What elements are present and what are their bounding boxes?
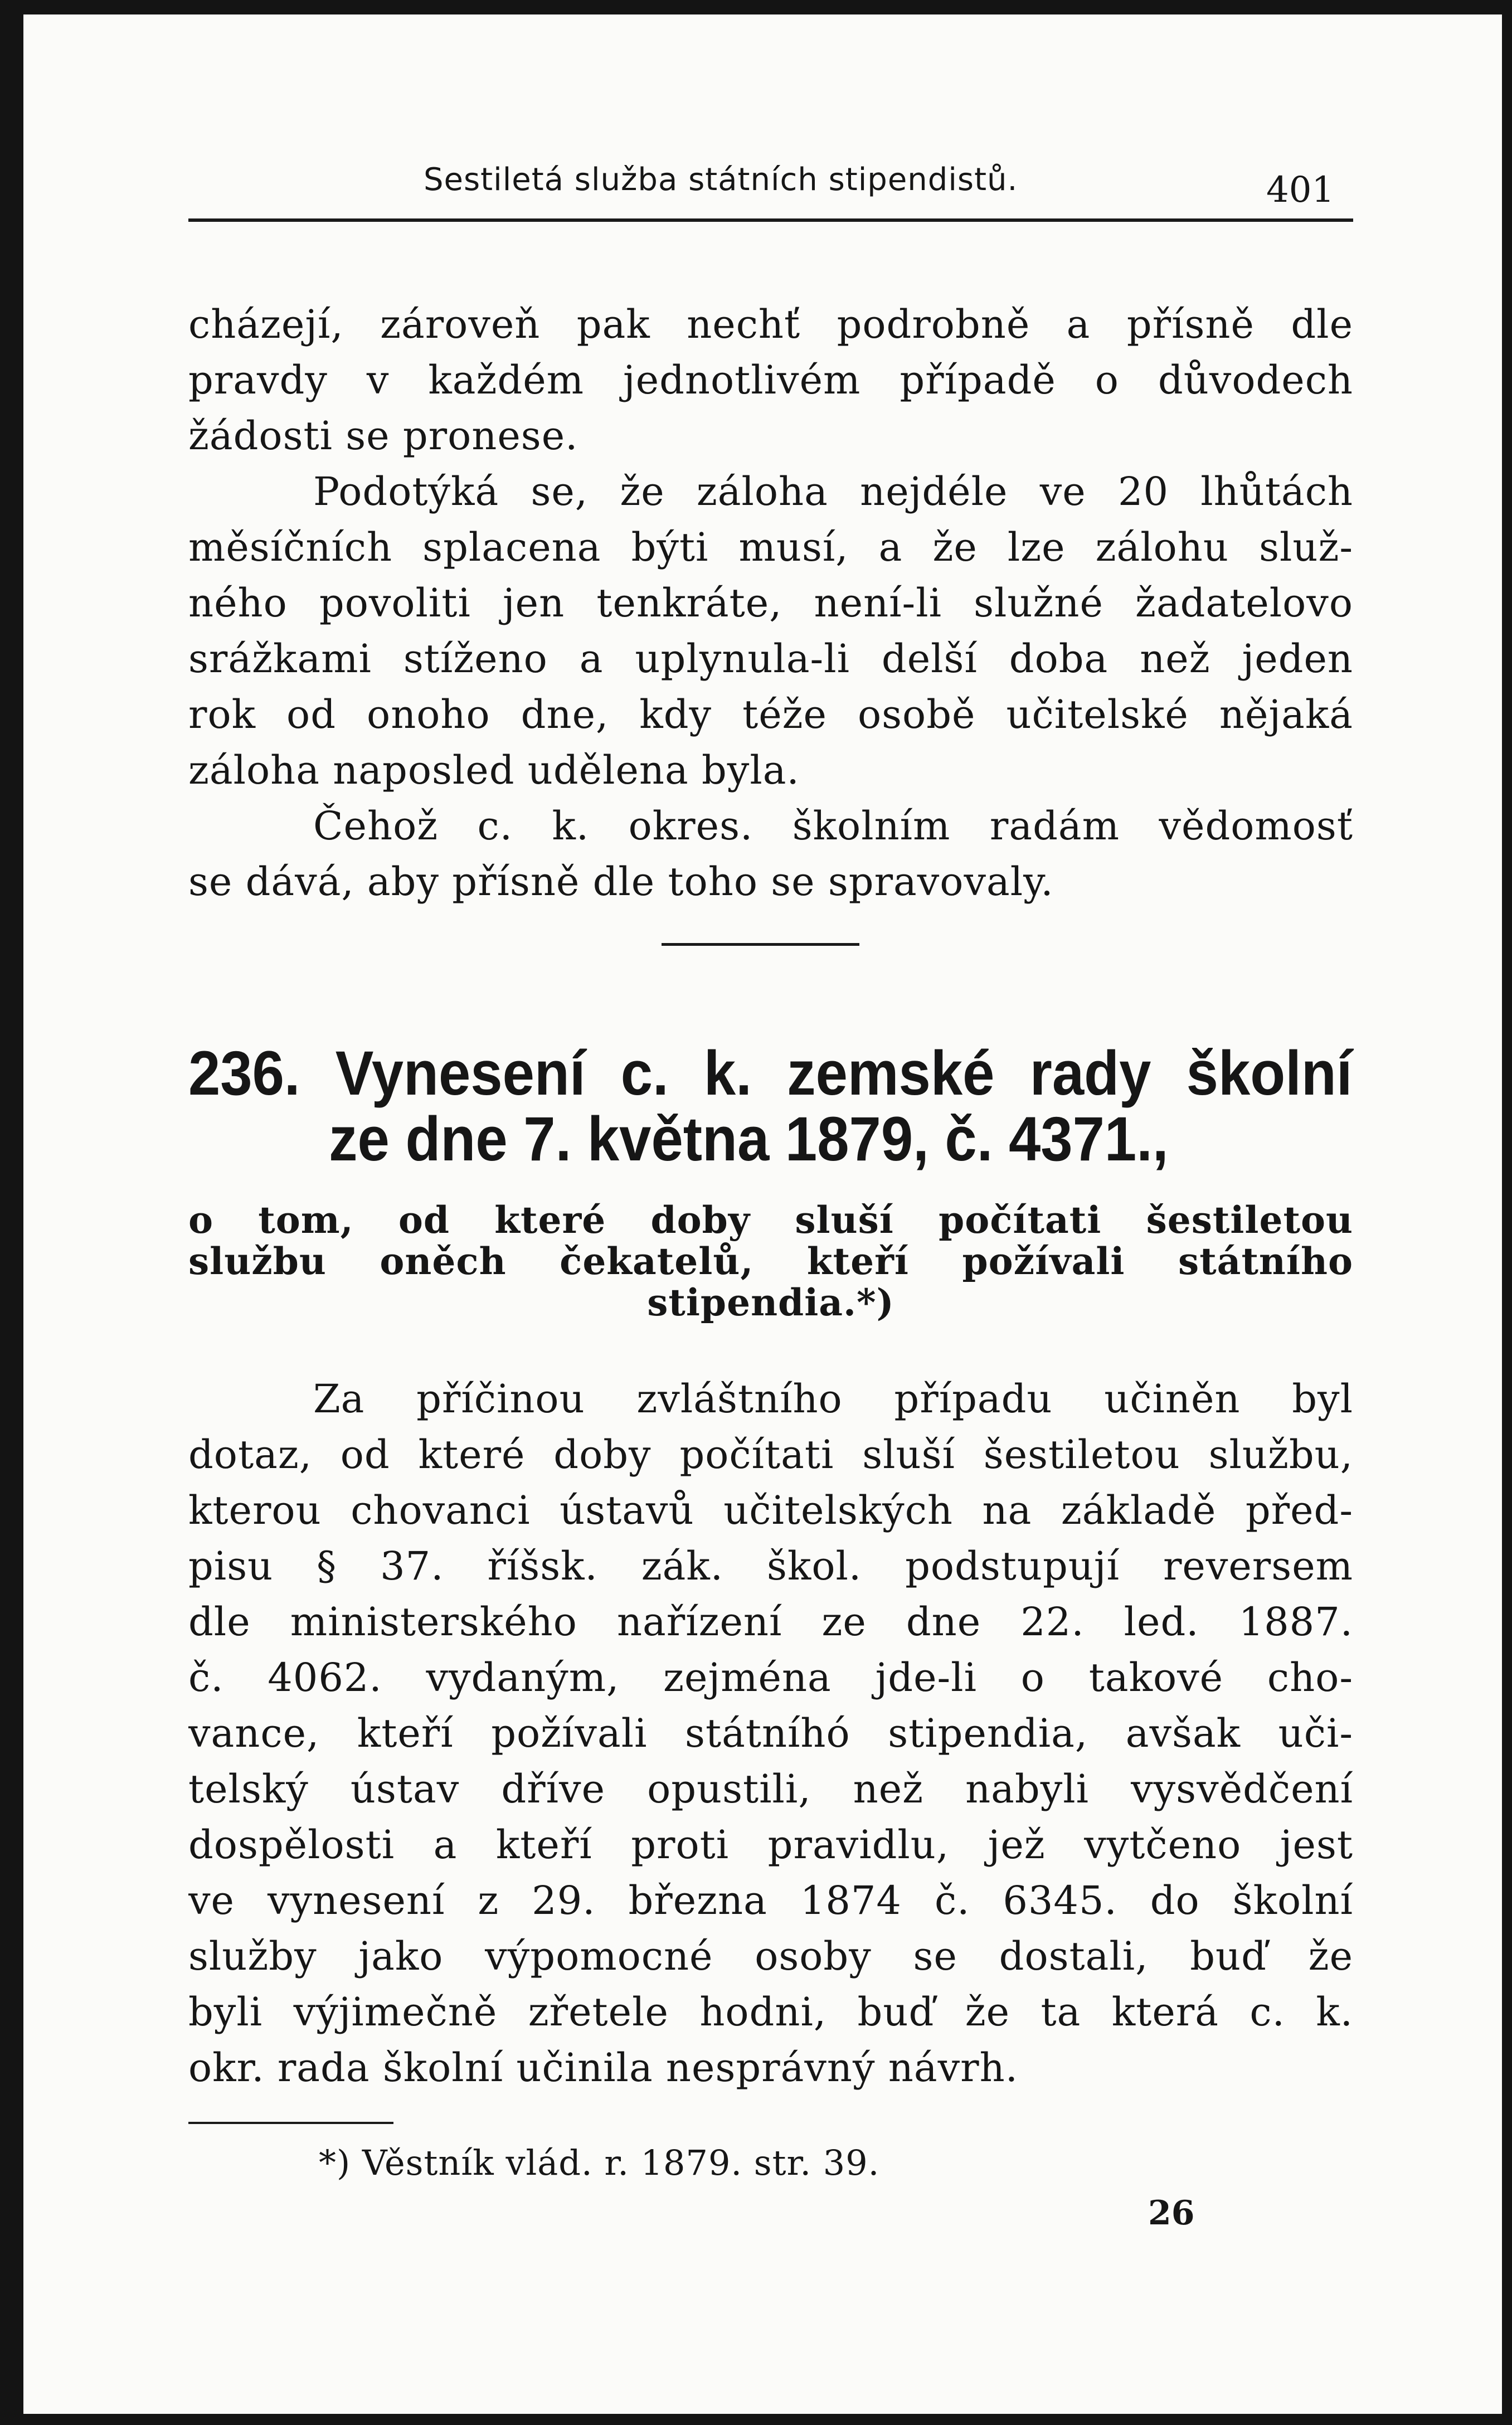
section-heading-date: ze dne 7. května 1879, č. 4371.,	[329, 1104, 1169, 1174]
text-line: vance, kteří požívali státníhó stipendia, avšak uči-	[188, 1710, 1353, 1756]
text-line: žádosti se pronese.	[188, 413, 578, 459]
text-line: dle ministerského nařízení ze dne 22. led. 1887.	[188, 1599, 1353, 1645]
text-line: dospělosti a kteří proti pravidlu, jež vytčeno jest	[188, 1822, 1353, 1868]
text-line: cházejí, zároveň pak nechť podrobně a přísně dle	[188, 302, 1353, 347]
text-line: ného povoliti jen tenkráte, není-li služné žadatelovo	[188, 580, 1353, 626]
text-line: ve vynesení z 29. března 1874 č. 6345. do školní	[188, 1878, 1353, 1923]
printer-signature: 26	[1148, 2194, 1195, 2233]
text-line: kterou chovanci ústavů učitelských na základě před-	[188, 1488, 1353, 1533]
page-sheet	[23, 14, 1502, 2414]
text-line: byli výjimečně zřetele hodni, buď že ta která c. k.	[188, 1989, 1353, 2035]
text-line: služby jako výpomocné osoby se dostali, buď že	[188, 1933, 1353, 1979]
text-line: Čehož c. k. okres. školním radám vědomosť	[313, 803, 1353, 849]
text-line: Podotýká se, že záloha nejdéle ve 20 lhůtách	[313, 469, 1353, 514]
page-number: 401	[1266, 169, 1335, 211]
text-line: se dává, aby přísně dle toho se spravovaly.	[188, 859, 1054, 905]
running-title: Sestiletá služba státních stipendistů.	[424, 162, 1018, 198]
book-page	[23, 14, 1502, 2414]
text-line: záloha naposled udělena byla.	[188, 747, 800, 793]
footnote-rule	[188, 2122, 393, 2124]
text-line: měsíčních splacena býti musí, a že lze zálohu služ-	[188, 524, 1353, 570]
text-line: pisu § 37. říšsk. zák. škol. podstupují reversem	[188, 1543, 1353, 1589]
text-line: Za příčinou zvláštního případu učiněn byl	[313, 1376, 1353, 1422]
text-line: telský ústav dříve opustili, než nabyli vysvědčení	[188, 1766, 1353, 1812]
text-line: srážkami stíženo a uplynula-li delší doba než jeden	[188, 636, 1353, 682]
text-line: pravdy v každém jednotlivém případě o důvodech	[188, 357, 1353, 403]
section-divider	[662, 943, 859, 946]
section-subtitle: službu oněch čekatelů, kteří požívali státního	[188, 1240, 1353, 1283]
section-subtitle: o tom, od které doby sluší počítati šestiletou	[188, 1198, 1353, 1242]
text-line: okr. rada školní učinila nesprávný návrh.	[188, 2045, 1018, 2091]
header-rule	[188, 218, 1353, 222]
footnote: *) Věstník vlád. r. 1879. str. 39.	[319, 2142, 880, 2183]
text-line: č. 4062. vydaným, zejména jde-li o takové cho-	[188, 1655, 1353, 1700]
text-line: dotaz, od které doby počítati sluší šestiletou službu,	[188, 1432, 1353, 1478]
section-heading: 236. Vynesení c. k. zemské rady školní	[188, 1038, 1353, 1108]
section-subtitle: stipendia.*)	[647, 1281, 894, 1324]
text-line: rok od onoho dne, kdy téže osobě učitelské nějaká	[188, 692, 1353, 737]
